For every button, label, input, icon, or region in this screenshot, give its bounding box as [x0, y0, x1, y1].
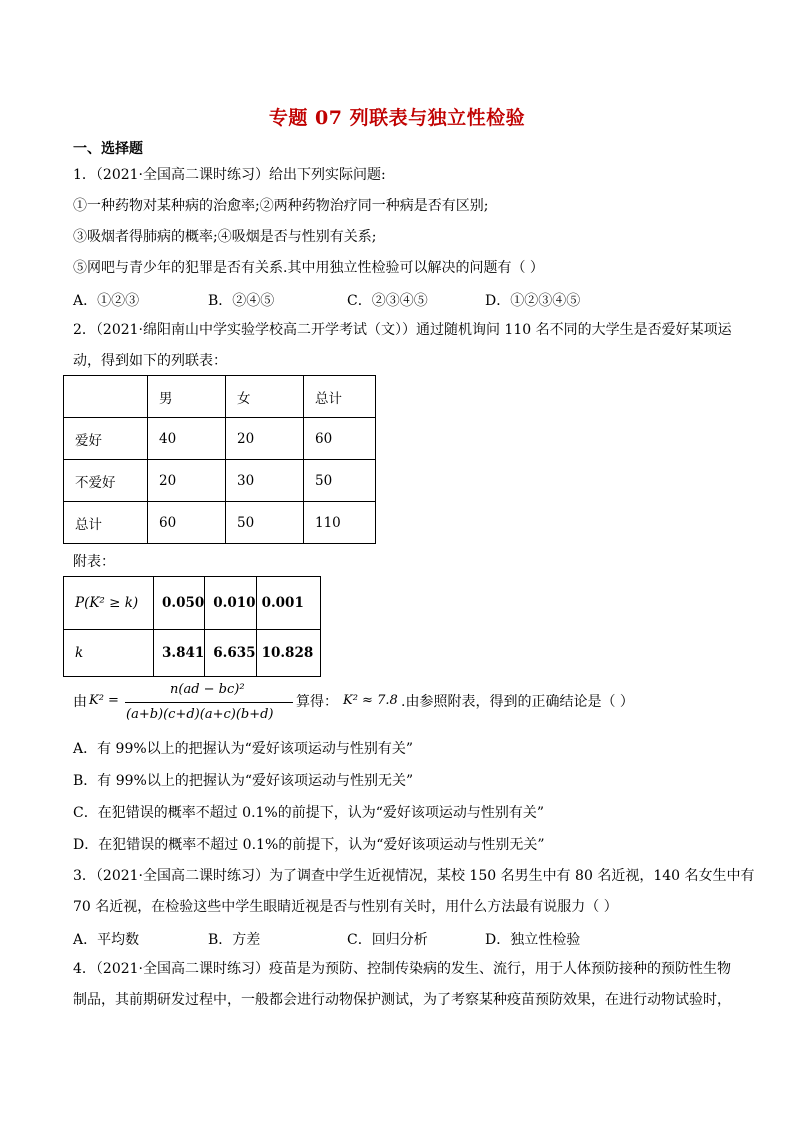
- q3-option-a: A．平均数: [73, 932, 140, 948]
- q2-option-b: B．有 99%以上的把握认为“爱好该项运动与性别无关”: [73, 773, 414, 789]
- table-cell: [64, 376, 148, 418]
- table-cell: 6.635: [205, 630, 256, 677]
- table-header-cell: 男: [148, 376, 226, 418]
- q3-option-b: B．方差: [208, 932, 261, 948]
- q3-option-c: C．回归分析: [347, 932, 428, 948]
- formula-prefix: 由: [73, 694, 87, 710]
- q1-stem: 1．（2021·全国高二课时练习）给出下列实际问题:: [73, 167, 386, 183]
- q2-option-c: C．在犯错误的概率不超过 0.1%的前提下，认为“爱好该项运动与性别有关”: [73, 805, 545, 821]
- table-cell: 0.050: [154, 577, 205, 630]
- table-row: [64, 630, 321, 677]
- table-cell: 3.841: [154, 630, 205, 677]
- q4-stem-line-2: 制品，其前期研发过程中，一般都会进行动物保护测试，为了考察某种疫苗预防效果，在进行动物试验时，: [73, 992, 731, 1008]
- q2-option-a: A．有 99%以上的把握认为“爱好该项运动与性别有关”: [73, 741, 413, 757]
- table-cell: 总计: [64, 502, 148, 544]
- q2-option-d: D．在犯错误的概率不超过 0.1%的前提下，认为“爱好该项运动与性别无关”: [73, 837, 545, 853]
- table-cell: P(K² ≥ k): [64, 577, 154, 630]
- table-row: [64, 577, 321, 630]
- formula-computed-label: 算得：: [296, 694, 338, 710]
- formula-lhs: K² =: [89, 693, 119, 708]
- formula-approx: K² ≈ 7.8: [343, 693, 398, 708]
- page-title: 专题 07 列联表与独立性检验: [268, 107, 526, 129]
- q2-stem-line-1: 2．（2021·绵阳南山中学实验学校高二开学考试（文））通过随机询问 110 名不同的大学生是否爱好某项运: [73, 322, 732, 338]
- q1-option-a: A．①②③: [73, 293, 140, 309]
- table-cell: 50: [304, 460, 376, 502]
- table-header-row: [64, 376, 376, 418]
- table-cell: 30: [226, 460, 304, 502]
- q1-line-3: ⑤网吧与青少年的犯罪是否有关系.其中用独立性检验可以解决的问题有（ ）: [73, 260, 544, 276]
- q3-option-d: D．独立性检验: [485, 932, 581, 948]
- table-cell: 爱好: [64, 418, 148, 460]
- appendix-label: 附表：: [73, 554, 115, 570]
- table-cell: 110: [304, 502, 376, 544]
- q1-line-2: ③吸烟者得肺病的概率;④吸烟是否与性别有关系;: [73, 229, 377, 245]
- q1-option-c: C．②③④⑤: [347, 293, 428, 309]
- table-cell: 20: [226, 418, 304, 460]
- table-row: [64, 418, 376, 460]
- table-header-cell: 总计: [304, 376, 376, 418]
- table-cell: k: [64, 630, 154, 677]
- formula-numerator: n(ad − bc)²: [170, 682, 245, 697]
- table-cell: 10.828: [256, 630, 320, 677]
- fraction-bar: [125, 702, 293, 703]
- q2-stem-line-2: 动，得到如下的列联表：: [73, 353, 227, 369]
- contingency-table: [63, 375, 376, 544]
- q4-stem-line-1: 4．（2021·全国高二课时练习）疫苗是为预防、控制传染病的发生、流行，用于人体预防接种的预防性生物: [73, 961, 731, 977]
- table-row: [64, 460, 376, 502]
- table-cell: 0.001: [256, 577, 320, 630]
- table-cell: 20: [148, 460, 226, 502]
- q1-option-d: D．①②③④⑤: [485, 293, 581, 309]
- table-cell: 0.010: [205, 577, 256, 630]
- q3-stem-line-2: 70 名近视，在检验这些中学生眼睛近视是否与性别有关时，用什么方法最有说服力（ ）: [73, 899, 618, 915]
- table-cell: 60: [304, 418, 376, 460]
- table-cell: 60: [148, 502, 226, 544]
- table-cell: 不爱好: [64, 460, 148, 502]
- formula-tail: .由参照附表，得到的正确结论是（ ）: [401, 694, 634, 710]
- table-header-cell: 女: [226, 376, 304, 418]
- critical-value-table: [63, 576, 321, 677]
- q1-option-b: B．②④⑤: [208, 293, 275, 309]
- table-cell: 40: [148, 418, 226, 460]
- table-cell: 50: [226, 502, 304, 544]
- section-heading: 一、选择题: [73, 141, 143, 157]
- q1-line-1: ①一种药物对某种病的治愈率;②两种药物治疗同一种病是否有区别;: [73, 198, 489, 214]
- q3-stem-line-1: 3．（2021·全国高二课时练习）为了调查中学生近视情况，某校 150 名男生中有 80 名近视，140 名女生中有: [73, 868, 755, 884]
- formula-denominator: (a+b)(c+d)(a+c)(b+d): [126, 707, 274, 722]
- table-row: [64, 502, 376, 544]
